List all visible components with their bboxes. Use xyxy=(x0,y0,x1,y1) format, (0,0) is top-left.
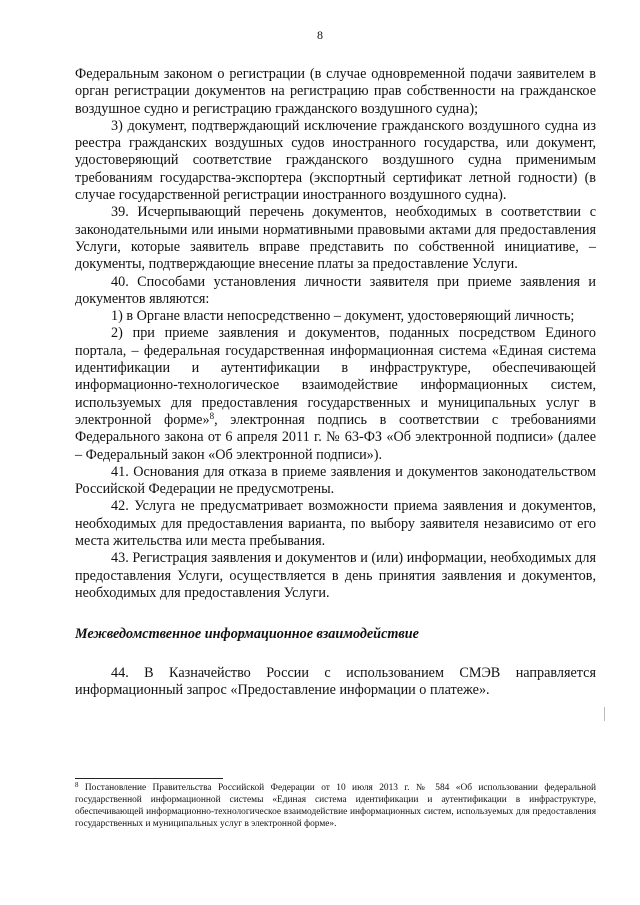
paragraph-44: 44. В Казначейство России с использованием СМЭВ направляется информационный запрос «Предоставление информации о платеже». xyxy=(75,664,596,698)
footnote-reference: 8 xyxy=(209,410,215,421)
footnote-separator xyxy=(75,778,223,779)
paragraph-40-item-1: 1) в Органе власти непосредственно – документ, удостоверяющий личность; xyxy=(111,308,575,325)
page-number: 8 xyxy=(317,28,323,42)
footnote-mark: 8 xyxy=(75,781,79,789)
paragraph-41: 41. Основания для отказа в приеме заявления и документов законодательством Российской Федерации не предусмотрены. xyxy=(75,463,596,498)
paragraph-continuation: Федеральным законом о регистрации (в случае одновременной подачи заявителем в орган регистрации документов на регистрацию прав собственности на гражданское воздушное судно и регистрацию гражданского воздушного судна); xyxy=(75,66,596,117)
paragraph-40: 40. Способами установления личности заявителя при приеме заявления и документов являются: xyxy=(75,273,596,307)
paragraph-42: 42. Услуга не предусматривает возможности приема заявления и документов, необходимых для предоставления варианта, по выбору заявителя независимо от его места жительства или места пребывания. xyxy=(75,498,596,550)
footnote xyxy=(75,782,596,830)
paragraph-39: 39. Исчерпывающий перечень документов, необходимых в соответствии с законодательными или иными нормативными правовыми актами для предоставления Услуги, которые заявитель вправе представить по собственной инициативе, – документы, подтверждающие внесение платы за предоставление Услуги. xyxy=(75,204,596,273)
paragraph-item-3: 3) документ, подтверждающий исключение гражданского воздушного судна из реестра гражданских воздушных судов иностранного государства, или документ, удостоверяющий соответствие гражданского воздушного судна применимым требованиям государства-экспортера (экспортный сертификат летной годности) (в случае государственной регистрации иностранного воздушного судна). xyxy=(75,117,596,204)
paragraph-40-item-2 xyxy=(75,325,596,463)
paragraph-40-item-2-text: 2) при приеме заявления и документов, поданных посредством Единого портала, – федеральная государственная информационная система «Единая система идентификации и аутентификации в инфраструктуре, обеспечивающей информационно-технологическое взаимодействие информационных систем, используемых для предоставления государственных и муниципальных услуг в электронной форме» xyxy=(75,325,596,428)
footnote-text: Постановление Правительства Российской Федерации от 10 июля 2013 г. № 584 «Об использовании федеральной государственной информационной системы «Единая система идентификации и аутентификации в инфраструктуре, обеспечивающей информационно-технологическое взаимодействие информационных систем, используемых для предоставления государственных и муниципальных услуг в электронной форме». xyxy=(75,783,596,829)
paragraph-43: 43. Регистрация заявления и документов и (или) информации, необходимых для предоставления Услуги, осуществляется в день принятия заявления и документов, необходимых для предоставления Услуги. xyxy=(75,550,596,601)
paragraph-40-item-2-tail: , электронная подпись в соответствии с требованиями Федерального закона от 6 апреля 2011 г. № 63-ФЗ «Об электронной подписи» (далее – Федеральный закон «Об электронной подписи»). xyxy=(75,411,596,463)
document-body xyxy=(75,66,596,699)
scan-mark xyxy=(604,707,605,721)
section-heading: Межведомственное информационное взаимодействие xyxy=(75,626,419,643)
